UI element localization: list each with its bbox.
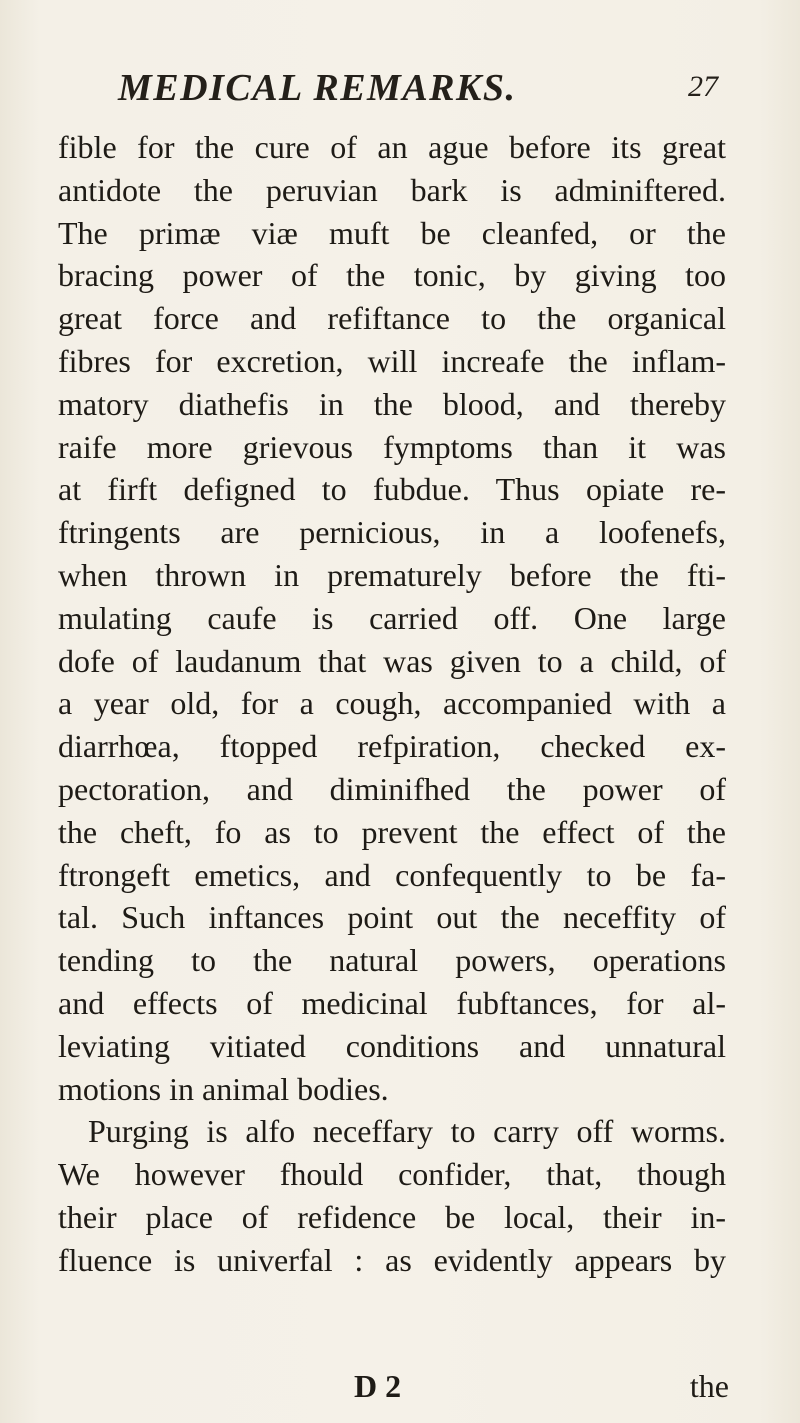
- page-header: [118, 66, 718, 112]
- text-line: leviating vitiated conditions and unnatural: [58, 1027, 726, 1064]
- running-title: MEDICAL REMARKS.: [118, 67, 517, 109]
- text-line: at firft defigned to fubdue. Thus opiate re-: [58, 471, 726, 508]
- text-line: and effects of medicinal fubftances, for al-: [58, 984, 726, 1021]
- signature-mark: D 2: [354, 1368, 402, 1404]
- paragraph-end-line: motions in animal bodies.: [58, 1070, 389, 1107]
- text-line: fluence is univerfal : as evidently appears by: [58, 1241, 726, 1278]
- text-line: a year old, for a cough, accompanied with a: [58, 685, 726, 722]
- text-line: tending to the natural powers, operations: [58, 942, 726, 979]
- text-line: raife more grievous fymptoms than it was: [58, 428, 726, 465]
- text-line: tal. Such inftances point out the neceffity of: [58, 899, 726, 936]
- text-line: their place of refidence be local, their in-: [58, 1198, 726, 1235]
- text-line: antidote the peruvian bark is adminiftered.: [58, 171, 726, 208]
- text-line: fibres for excretion, will increafe the inflam-: [58, 342, 726, 379]
- text-line: mulating caufe is carried off. One large: [58, 599, 726, 636]
- text-line: ftringents are pernicious, in a loofenefs,: [58, 514, 726, 551]
- text-line: bracing power of the tonic, by giving too: [58, 257, 726, 294]
- body-text: [58, 126, 726, 1282]
- text-line: dofe of laudanum that was given to a child, of: [58, 642, 726, 679]
- page-footer: [354, 1368, 729, 1408]
- text-line: The primæ viæ muft be cleanfed, or the: [58, 214, 726, 251]
- text-line: when thrown in prematurely before the fti-: [58, 556, 726, 593]
- text-line: the cheft, fo as to prevent the effect of the: [58, 813, 726, 850]
- text-line: matory diathefis in the blood, and thereby: [58, 385, 726, 422]
- text-line: ftrongeft emetics, and confequently to be fa-: [58, 856, 726, 893]
- text-line: We however fhould confider, that, though: [58, 1156, 726, 1193]
- text-line: diarrhœa, ftopped refpiration, checked ex-: [58, 728, 726, 765]
- text-line: pectoration, and diminifhed the power of: [58, 770, 726, 807]
- page-number: 27: [688, 70, 718, 103]
- text-line: fible for the cure of an ague before its great: [58, 129, 726, 165]
- text-line: great force and refiftance to the organical: [58, 300, 726, 337]
- paragraph-start-line: Purging is alfo neceffary to carry off worms.: [88, 1113, 726, 1150]
- catchword: the: [689, 1368, 729, 1404]
